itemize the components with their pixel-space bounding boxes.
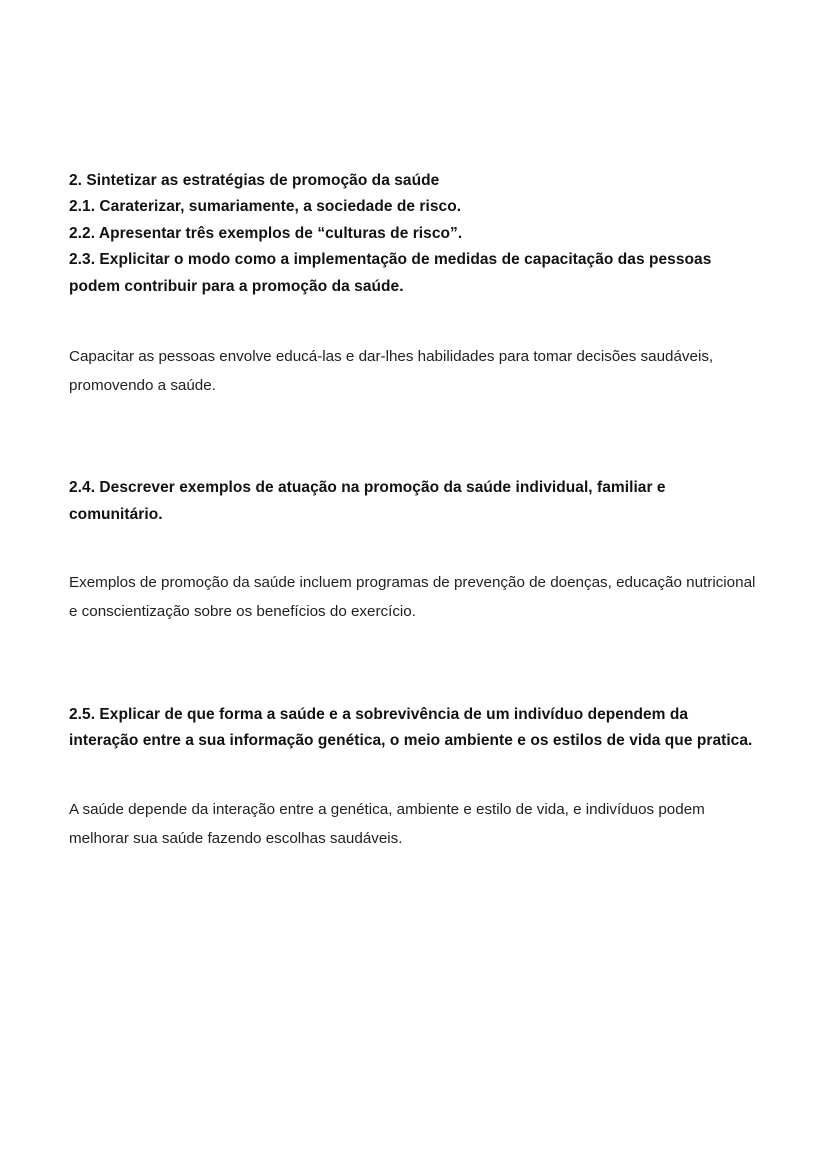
spacer (69, 754, 760, 779)
spacer (69, 415, 760, 475)
heading-line: 2.5. Explicar de que forma a saúde e a sobrevivência de um indivíduo dependem da interação entre a sua informação genética, o meio ambiente e os estilos de vida que pratica. (69, 705, 753, 749)
section-2-4 (69, 475, 760, 626)
section-2-5-body: A saúde depende da interação entre a genética, ambiente e estilo de vida, e indivíduos podem melhorar sua saúde fazendo escolhas saudáveis. (69, 800, 705, 847)
heading-line: 2. Sintetizar as estratégias de promoção da saúde (69, 172, 440, 189)
heading-line: 2.2. Apresentar três exemplos de “culturas de risco”. (69, 224, 463, 242)
section-2-body: Capacitar as pessoas envolve educá-las e dar-lhes habilidades para tomar decisões saudáveis, promovendo a saúde. (69, 348, 714, 395)
section-2 (69, 168, 760, 400)
heading-line: 2.4. Descrever exemplos de atuação na promoção da saúde individual, familiar e comunitário. (69, 479, 666, 523)
spacer (69, 642, 760, 702)
section-2-4-body: Exemplos de promoção da saúde incluem programas de prevenção de doenças, educação nutricional e conscientização sobre os benefícios do exercício. (69, 574, 756, 621)
section-2-4-heading (69, 475, 760, 528)
heading-line: 2.1. Caraterizar, sumariamente, a sociedade de risco. (69, 198, 462, 216)
section-2-heading (69, 168, 760, 300)
section-2-5 (69, 702, 760, 853)
heading-line: 2.3. Explicitar o modo como a implementação de medidas de capacitação das pessoas podem contribuir para a promoção da saúde. (69, 251, 712, 295)
section-2-5-heading (69, 702, 760, 755)
spacer (69, 300, 760, 327)
spacer (69, 528, 760, 553)
